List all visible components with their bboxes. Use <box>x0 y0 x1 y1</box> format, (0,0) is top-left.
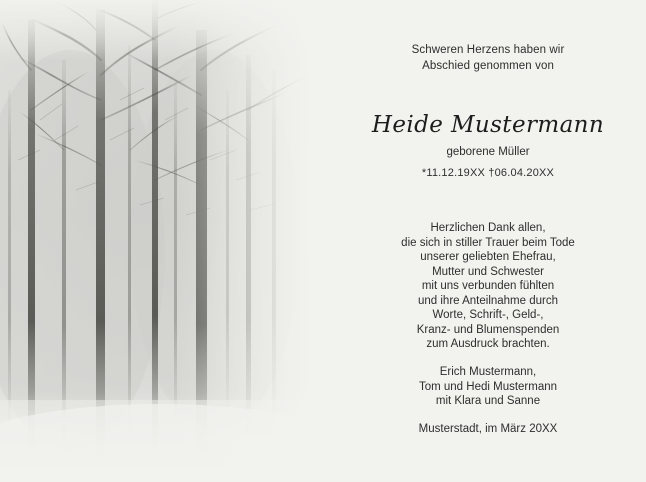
text-column <box>330 0 646 482</box>
intro-line-2: Abschied genommen von <box>422 60 554 72</box>
place-and-date: Musterstadt, im März 20XX <box>418 423 558 435</box>
thanks-line-5: mit uns verbunden fühlten <box>421 280 555 292</box>
signer-line-2: Tom und Hedi Mustermann <box>418 380 558 393</box>
thanks-line-6: und ihre Anteilnahme durch <box>417 294 558 307</box>
thanks-text <box>330 221 646 352</box>
thanks-line-7: Worte, Schrift-, Geld-, <box>432 309 544 321</box>
thanks-line-9: zum Ausdruck brachten. <box>426 338 550 350</box>
thanks-line-4: Mutter und Schwester <box>432 265 544 278</box>
intro-text <box>330 42 646 74</box>
thanks-line-3: unserer geliebten Ehefrau, <box>420 251 556 263</box>
signer-line-3: mit Klara und Sanne <box>435 395 541 407</box>
thanks-line-2: die sich in stiller Trauer beim Tode <box>401 236 575 249</box>
signer-line-1: Erich Mustermann, <box>439 366 537 378</box>
thanks-line-8: Kranz- und Blumenspenden <box>416 323 560 336</box>
signers-text <box>330 365 646 409</box>
birth-death-dates: *11.12.19XX †06.04.20XX <box>421 167 555 179</box>
maiden-name: geborene Müller <box>446 146 530 158</box>
thanks-line-1: Herzlichen Dank allen, <box>430 222 546 234</box>
intro-line-1: Schweren Herzens haben wir <box>411 44 565 56</box>
deceased-name: Heide Mustermann <box>371 112 605 138</box>
